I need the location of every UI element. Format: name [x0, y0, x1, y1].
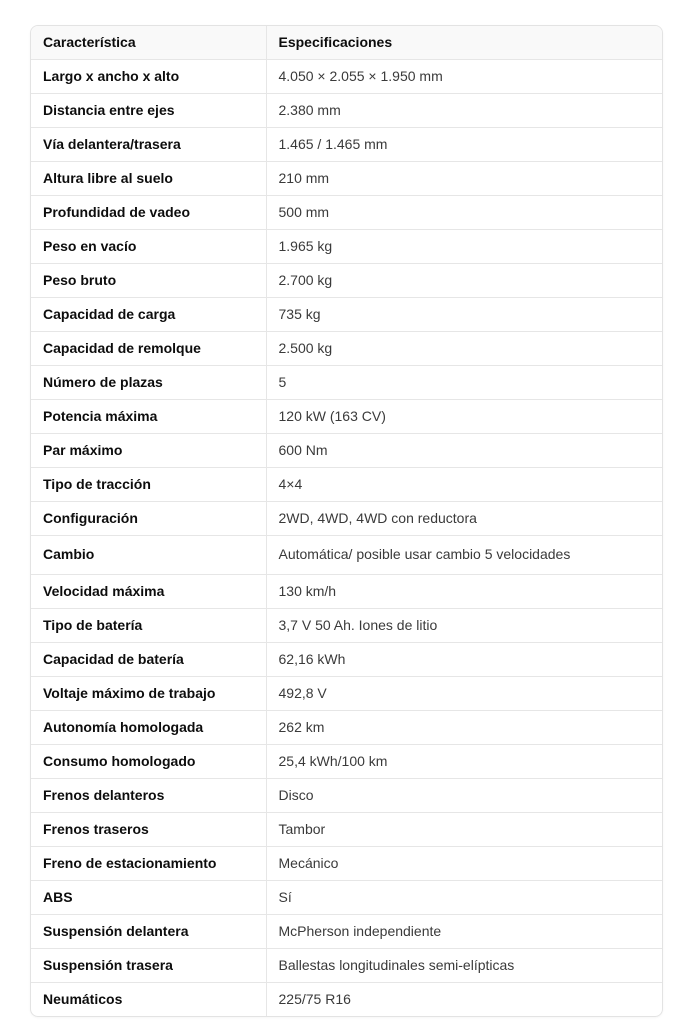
header-specifications: Especificaciones	[266, 26, 662, 60]
table-row	[31, 779, 662, 813]
row-key: Distancia entre ejes	[31, 94, 266, 128]
table-row	[31, 536, 662, 575]
row-value: 2.500 kg	[266, 332, 662, 366]
table-row	[31, 162, 662, 196]
row-key: Neumáticos	[43, 991, 123, 1007]
table-row	[31, 298, 662, 332]
row-key: Largo x ancho x alto	[31, 60, 266, 94]
row-key: Altura libre al suelo	[31, 162, 266, 196]
row-value: 120 kW (163 CV)	[266, 400, 662, 434]
table-row	[31, 915, 662, 949]
row-value: 5	[266, 366, 662, 400]
table-row	[31, 332, 662, 366]
row-value: 600 Nm	[266, 434, 662, 468]
row-key: Voltaje máximo de trabajo	[31, 677, 266, 711]
row-value: 2.380 mm	[266, 94, 662, 128]
table-row	[31, 502, 662, 536]
row-value: Sí	[266, 881, 662, 915]
table-row	[31, 711, 662, 745]
table-row	[31, 813, 662, 847]
specifications-table-container	[30, 25, 663, 1017]
table-row	[31, 128, 662, 162]
table-row	[31, 677, 662, 711]
row-value: Ballestas longitudinales semi-elípticas	[266, 949, 662, 983]
row-key: Suspensión trasera	[31, 949, 266, 983]
table-row	[31, 196, 662, 230]
row-value: Disco	[266, 779, 662, 813]
table-row	[31, 400, 662, 434]
row-value: 2WD, 4WD, 4WD con reductora	[266, 502, 662, 536]
row-key: Frenos delanteros	[31, 779, 266, 813]
row-key: Cambio	[31, 536, 266, 575]
row-key: Potencia máxima	[31, 400, 266, 434]
table-row	[31, 94, 662, 128]
row-key: Consumo homologado	[31, 745, 266, 779]
row-key: Capacidad de carga	[31, 298, 266, 332]
table-row	[31, 60, 662, 94]
row-value: 4×4	[266, 468, 662, 502]
row-key: Par máximo	[31, 434, 266, 468]
row-value: Automática/ posible usar cambio 5 velocidades	[266, 536, 662, 575]
row-value: 3,7 V 50 Ah. Iones de litio	[266, 609, 662, 643]
table-row	[31, 881, 662, 915]
row-key: ABS	[31, 881, 266, 915]
table-row	[31, 468, 662, 502]
row-value: 25,4 kWh/100 km	[266, 745, 662, 779]
row-value: 262 km	[266, 711, 662, 745]
row-key: Profundidad de vadeo	[31, 196, 266, 230]
row-value: 210 mm	[266, 162, 662, 196]
row-key: Peso en vacío	[31, 230, 266, 264]
table-row	[31, 434, 662, 468]
row-key: Configuración	[31, 502, 266, 536]
table-row	[31, 230, 662, 264]
header-characteristic: Característica	[31, 26, 266, 60]
table-row	[31, 609, 662, 643]
row-value: 1.465 / 1.465 mm	[266, 128, 662, 162]
table-row	[31, 366, 662, 400]
table-header-row	[31, 26, 662, 60]
row-key: Freno de estacionamiento	[31, 847, 266, 881]
table-row	[31, 643, 662, 677]
table-row	[31, 745, 662, 779]
row-key: Velocidad máxima	[31, 575, 266, 609]
row-value: 492,8 V	[266, 677, 662, 711]
row-value: 1.965 kg	[266, 230, 662, 264]
row-key: Capacidad de batería	[31, 643, 266, 677]
row-value: McPherson independiente	[266, 915, 662, 949]
row-value: 62,16 kWh	[266, 643, 662, 677]
row-value: 130 km/h	[266, 575, 662, 609]
row-key: Capacidad de remolque	[31, 332, 266, 366]
row-key: Autonomía homologada	[31, 711, 266, 745]
table-row	[31, 264, 662, 298]
row-value: 735 kg	[266, 298, 662, 332]
specifications-table	[31, 26, 662, 1016]
table-row	[31, 983, 662, 1017]
row-value: 225/75 R16	[266, 983, 662, 1017]
row-key: Tipo de batería	[31, 609, 266, 643]
row-value: 4.050 × 2.055 × 1.950 mm	[266, 60, 662, 94]
row-key: Vía delantera/trasera	[31, 128, 266, 162]
row-value: Mecánico	[266, 847, 662, 881]
row-key: Tipo de tracción	[31, 468, 266, 502]
row-key: Frenos traseros	[31, 813, 266, 847]
row-value: 2.700 kg	[266, 264, 662, 298]
row-value: Tambor	[266, 813, 662, 847]
row-value: 500 mm	[266, 196, 662, 230]
row-key: Número de plazas	[31, 366, 266, 400]
table-row	[31, 949, 662, 983]
table-row	[31, 847, 662, 881]
row-key: Suspensión delantera	[31, 915, 266, 949]
table-row	[31, 575, 662, 609]
row-key: Peso bruto	[31, 264, 266, 298]
